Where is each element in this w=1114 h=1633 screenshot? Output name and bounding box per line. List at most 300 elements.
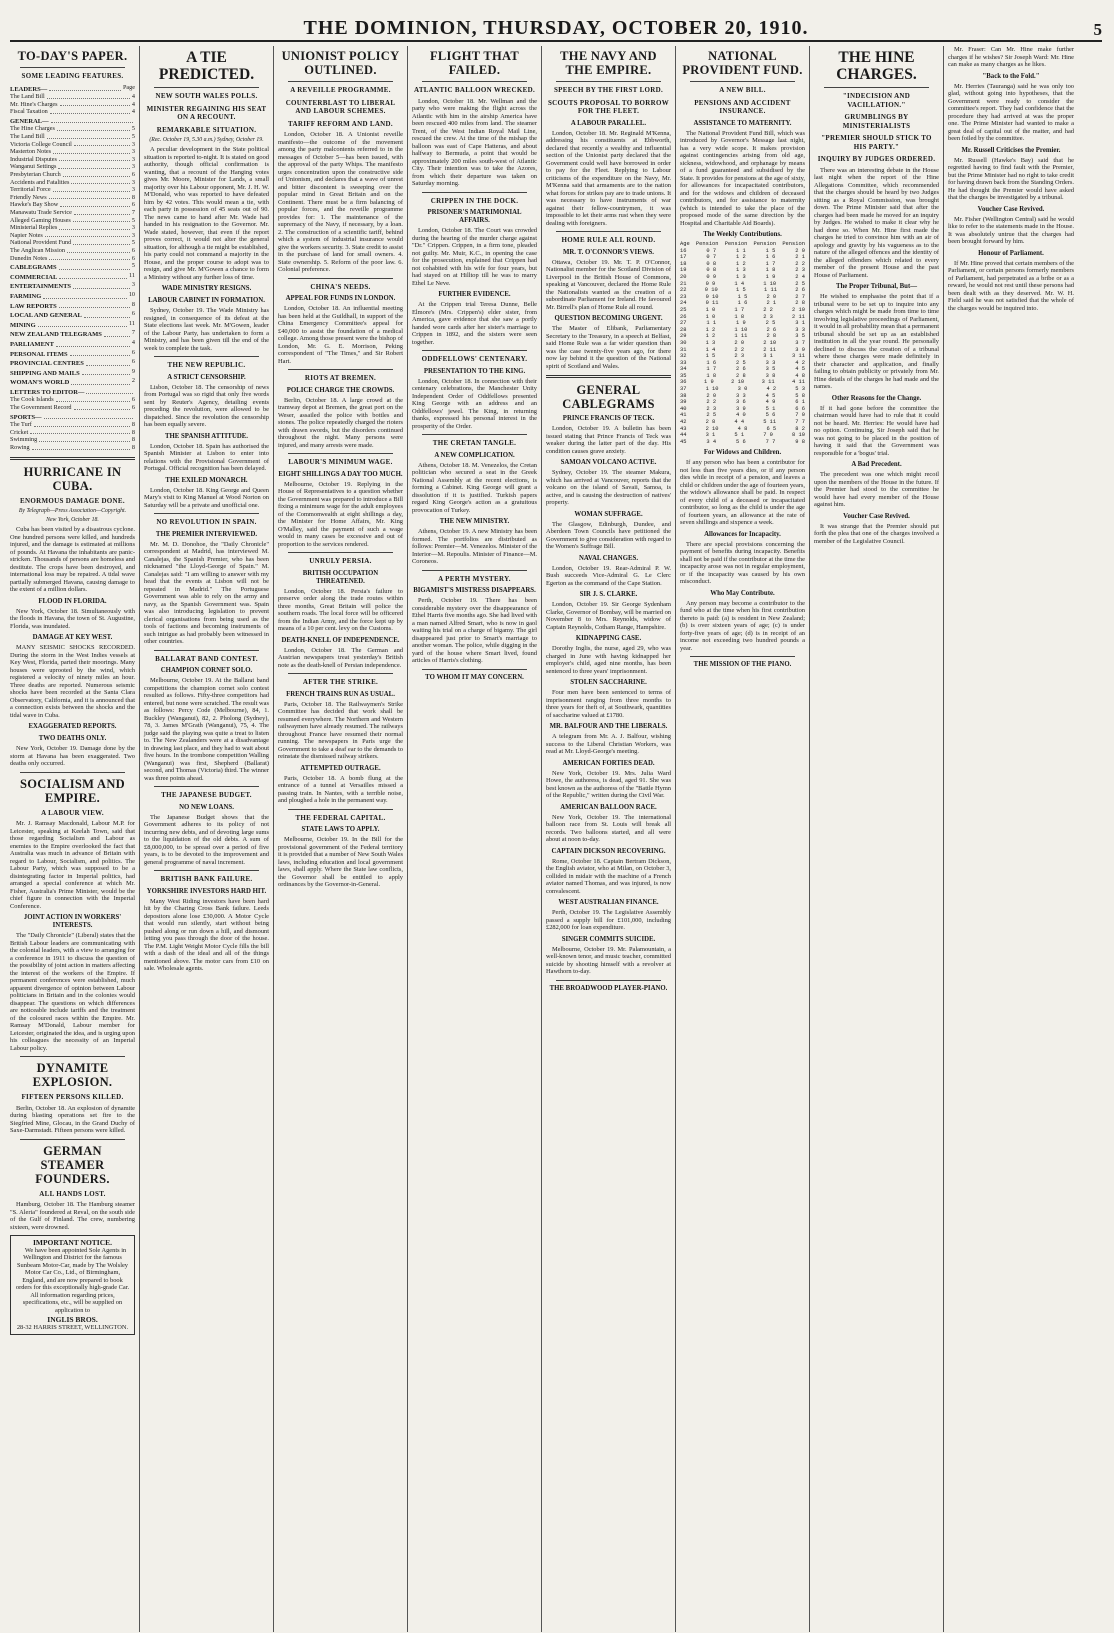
table-row <box>680 366 805 373</box>
article-subheading: WADE MINISTRY RESIGNS. <box>161 285 252 292</box>
index-entry <box>10 444 135 452</box>
table-cell: 1 8 <box>734 313 745 320</box>
index-entry-label: Alleged Gaming Houses <box>10 216 71 224</box>
article-body: Mr. Fraser: Can Mr. Hine make further charges if he wishes? Sir Joseph Ward: Mr. Hine can make as many charges as he likes. <box>948 46 1074 68</box>
table-cell: 1 0 <box>705 306 716 313</box>
article-body: Athens, October 18. M. Venezelos, the Cretan politician who secured a seat in the Greek National Assembly at the recent elections, is forming a Cabinet. King George will grant a dissolution if it is justified. Turkish papers regard King George's action as a gratuitous provocation of Turkey. <box>412 461 537 514</box>
article-subheading: SIR J. S. CLARKE. <box>579 591 638 598</box>
index-entry-page: 8 <box>131 300 135 308</box>
table-row <box>680 399 805 406</box>
article-body: Melbourne, October 19. Mr. Palamountain, a well-known tenor, and music teacher, committed suicide by shooting himself with a revolver at Hawthorn to-day. <box>546 945 671 975</box>
index-leader-dots <box>56 339 130 347</box>
table-cell: 5 3 <box>795 386 805 393</box>
divider <box>546 375 671 378</box>
article-subheading: A Bad Precedent. <box>851 461 902 468</box>
index-leader-dots <box>38 320 127 328</box>
index-entry-page: 8 <box>131 444 135 452</box>
table-cell: 1 10 <box>734 326 748 333</box>
article-headline: BALLARAT BAND CONTEST. <box>155 654 258 663</box>
index-entry-label: Rowing <box>10 444 30 452</box>
index-entry-label: SHIPPING AND MAILS <box>10 369 80 377</box>
divider <box>288 278 393 279</box>
table-row <box>680 281 805 288</box>
table-cell: 22 <box>680 287 687 294</box>
divider <box>690 81 795 82</box>
index-entry-label: LETTERS TO EDITOR— <box>10 388 85 396</box>
article-subheading: Who May Contribute. <box>710 589 775 597</box>
divider <box>20 1139 125 1140</box>
table-cell: 23 <box>680 293 687 300</box>
table-cell: 3 5 <box>765 366 776 373</box>
table-cell: 4 8 <box>795 372 805 379</box>
index-entry-page: 5 <box>131 133 135 141</box>
index-entry-page: 3 <box>131 155 135 163</box>
article-subheading: ALL HANDS LOST. <box>39 1189 106 1198</box>
article-body: New York, October 19. Mrs. Julia Ward Howe, the authoress, is dead, aged 91. She was best known as the authoress of the "Battle Hymn of the Republic," written during the Civil War. <box>546 769 671 799</box>
index-entry <box>10 239 135 247</box>
table-cell: 16 <box>680 247 687 254</box>
article-subheading: Other Reasons for the Change. <box>831 394 922 402</box>
article-subheading: A REVEILLE PROGRAMME. <box>290 86 391 94</box>
table-cell: 6 6 <box>795 405 805 412</box>
table-cell: 7 0 <box>763 432 773 439</box>
index-entry-page: 11 <box>129 271 135 279</box>
index-entry <box>10 194 135 202</box>
index-leader-dots <box>74 404 130 410</box>
index-entry-page: 6 <box>131 358 135 366</box>
table-row <box>680 248 805 255</box>
article-body: Sydney, October 19. The Wade Ministry has resigned, in consequence of its defeat at the State elections last week. Mr. M'Gowen, leader of the Labour Party, has undertaken to form a Ministry, and has been given till the end of the week to complete the task. <box>144 307 269 352</box>
article-subheading: PENSIONS AND ACCIDENT INSURANCE. <box>694 98 791 115</box>
article-body: Perth, October 19. There has been considerable mystery over the disappearance of Ethel Harris five months ago. She had lived with a man named Alfred Smart, who is now in gaol waiting his trial on a charge of bigamy. The girl disappeared just prior to Smart's marriage to another woman. The police, while digging in the yard of the house where Smart lived, found articles of Harris's clothing. <box>412 597 537 664</box>
divider <box>422 350 527 351</box>
index-entry-page: 4 <box>131 108 135 116</box>
table-cell: 8 2 <box>795 425 805 432</box>
table-cell: 1 2 <box>705 326 716 333</box>
index-entry-label: COMMERCIAL <box>10 273 58 281</box>
table-cell: 5 1 <box>765 405 776 412</box>
table-cell: Pension <box>724 241 748 247</box>
index-entry-label: Accidents and Fatalities <box>10 178 70 186</box>
table-cell: 1 2 <box>705 333 716 340</box>
table-row <box>680 439 805 446</box>
table-cell: 2 6 <box>795 287 805 294</box>
article-subheading: THE PREMIER INTERVIEWED. <box>155 530 258 538</box>
columns <box>6 46 1106 1632</box>
masthead-title: THE DOMINION, THURSDAY, OCTOBER 20, 1910. <box>303 17 809 39</box>
article-headline: ODDFELLOWS' CENTENARY. <box>421 355 528 363</box>
index-leader-dots <box>73 239 130 245</box>
table-cell: 2 10 <box>705 425 719 432</box>
index-entry <box>10 247 135 255</box>
divider <box>288 552 393 553</box>
article-subheading: STATE LAWS TO APPLY. <box>301 826 380 833</box>
table-cell: 2 2 <box>795 260 805 267</box>
table-cell: 7 7 <box>795 419 805 426</box>
table-cell: 1 10 <box>763 280 777 287</box>
index-entry-label: National Provident Fund <box>10 239 72 247</box>
article-headline: UNRULY PERSIA. <box>309 557 372 565</box>
table-cell: 39 <box>680 399 687 406</box>
table-cell: 3 1 <box>705 432 716 439</box>
article-body: London, October 18. Persia's failure to preserve order along the trade routes within three months, Great Britain will police the southern roads. The local force will be officered from the Indian Army, and the force kept up by means of a 10 per cent. levy on the Customs. <box>278 587 403 632</box>
article-subheading: REMARKABLE SITUATION. <box>156 125 257 134</box>
article-body: London, October 18. Spain has authorised the Spanish Minister at Lisbon to enter into relations with the Provisional Government of Portugal. Official recognition has been delayed. <box>144 442 269 472</box>
index-entry <box>10 163 135 171</box>
table-cell: 2 7 <box>795 293 805 300</box>
index-entry <box>10 255 135 263</box>
article-body: Melbourne, October 19. In the Bill for the provisional government of the Federal territory it is provided that a number of New South Wales laws, including education and local government laws, shall apply. Where the State law conflicts, the Governor shall be entitled to apply ordinances by the Governor-in-General. <box>278 836 403 888</box>
article-headline: SOCIALISM AND EMPIRE. <box>20 776 125 805</box>
index-entry <box>10 421 135 429</box>
table-cell: 8 10 <box>792 432 805 439</box>
table-cell: 1 2 <box>736 254 746 261</box>
table-cell: 0 8 <box>706 267 717 274</box>
table-cell: 44 <box>680 432 687 439</box>
table-cell: 2 6 <box>736 366 746 373</box>
table-cell: 2 10 <box>792 306 805 313</box>
table-row <box>680 432 805 439</box>
index-leader-dots <box>63 171 130 177</box>
table-cell: 3 11 <box>792 353 805 360</box>
article-subheading: THE NEW MINISTRY. <box>439 518 510 525</box>
index-entry-page: 7 <box>131 209 135 216</box>
table-cell: 24 <box>680 300 687 307</box>
table-cell: 2 3 <box>763 313 773 320</box>
table-cell: 1 9 <box>703 379 714 386</box>
index-entry-label: Territorial Force <box>10 186 51 194</box>
index-leader-dots <box>32 444 130 450</box>
table-row <box>680 353 805 360</box>
article-body: Four men have been sentenced to terms of imprisonment ranging from three months to three years for theft of, at Southwark, quantities of saccharine valued at £1780. <box>546 689 671 719</box>
article-subheading: WOMAN SUFFRAGE. <box>574 510 643 518</box>
table-cell: 3 11 <box>761 379 775 386</box>
article-body: The Glasgow, Edinburgh, Dundee, and Aberdeen Town Councils have petitioned the Government to give consideration with regard to the Women's Suffrage Bill. <box>546 520 671 550</box>
table-cell: 4 9 <box>765 399 776 406</box>
index-leader-dots <box>47 93 130 99</box>
index-leader-dots <box>67 247 130 253</box>
article-headline: HURRICANE IN CUBA. <box>23 464 122 493</box>
table-cell: 3 3 <box>765 359 776 366</box>
index-entry-page: 8 <box>131 436 135 444</box>
table-row <box>680 254 805 261</box>
table-cell: 1 9 <box>765 273 776 280</box>
divider <box>10 457 135 460</box>
table-row <box>680 294 805 301</box>
index-entry-label: PROVINCIAL CENTRES <box>10 360 84 368</box>
index-entry-label: Wanganui Settings <box>10 163 57 171</box>
index-entry <box>10 429 135 437</box>
article-subheading: INQUIRY BY JUDGES ORDERED. <box>817 155 936 163</box>
article-subheading: YORKSHIRE INVESTORS HARD HIT. <box>146 887 267 895</box>
article-body: New York, October 18. Simultaneously with the floods in Havana, the town of St. Augustine, Florida, was inundated. <box>10 607 135 630</box>
article-dateline: (Rec. October 19, 5.30 a.m.) Sydney, October 19. <box>149 137 264 143</box>
index-leader-dots <box>74 141 130 147</box>
table-cell: 1 3 <box>736 267 746 274</box>
table-cell: 32 <box>680 353 687 360</box>
index-leader-dots <box>30 429 130 435</box>
article-body: There was an interesting debate in the House last night when the report of the Hine Allegations Committee, which recommended that the charges should be heard by two Judges sitting as a Royal Commission, was brought down. The Prime Minister said that after the charges had been made he moved for an inquiry by Judges. He wished to make it clear why he had done so. When Mr. Hine first made the charges he tried to convince him with an air of apology and gravity by his vagueness as to the nature of the alleged offences and the identity of the alleged offenders which related to every member of the present House and the past House of Parliament. <box>814 166 939 279</box>
article-subheading: AMERICAN BALLOON RACE. <box>560 803 657 811</box>
index-leader-dots <box>51 116 133 124</box>
table-cell: 1 5 <box>705 353 716 360</box>
index-entry-page: 8 <box>131 193 135 201</box>
table-cell: 4 0 <box>736 412 746 419</box>
article-body: London, October 18. Mr. Wellman and the party who were making the flight across the Atlantic with him in the airship America have been rescued 400 miles from land. The steamer Trent, of the West Indian Royal Mail Line, rescued the crew. At the time of the mishap the balloon was east of Cape Hatteras, and about halfway to Bermuda, a point that would be approximately 200 miles south-west of Atlantic City. Their intention was to take the Azores, from which their departure was taken on Saturday morning. <box>412 97 537 187</box>
index-entry-label: LOCAL AND GENERAL <box>10 312 82 320</box>
divider <box>824 87 929 88</box>
index-entry <box>10 148 135 156</box>
index-entry-label: ENTERTAINMENTS <box>10 283 72 291</box>
article-subheading: FIFTEEN PERSONS KILLED. <box>21 1093 124 1102</box>
index-leader-dots <box>39 436 130 442</box>
table-cell: 2 0 <box>734 339 745 346</box>
table-cell: 28 <box>680 326 687 333</box>
contents-index <box>10 84 135 452</box>
table-cell: 0 10 <box>704 287 718 294</box>
table-row <box>680 327 805 334</box>
page-number: 5 <box>1093 20 1102 39</box>
table-cell: 1 7 <box>706 366 717 373</box>
index-entry-label: SPORTS— <box>10 413 42 421</box>
table-row <box>680 340 805 347</box>
table-cell: 2 2 <box>763 306 773 313</box>
index-entry <box>10 329 135 339</box>
index-leader-dots <box>60 101 130 107</box>
article-body: London, October 19. Sir George Sydenham Clarke, Governor of Bombay, will be married on November 8 to Mrs. Reynolds, widow of Captain Reynolds, Cotham Range, Hampshire. <box>546 601 671 631</box>
article-body: The Master of Elibank, Parliamentary Secretary to the Treasury, in a speech at Belfast, said Home Rule was a far wider question than was the case twenty-five years ago, for there now lay behind it the question of the National spirit of Scotland and Wales. <box>546 325 671 370</box>
table-cell: 0 10 <box>705 293 719 300</box>
column-6 <box>676 46 810 1632</box>
contributions-table <box>680 241 805 445</box>
table-row <box>680 419 805 426</box>
article-headline: DYNAMITE EXPLOSION. <box>32 1061 113 1090</box>
table-cell: 7 0 <box>795 412 805 419</box>
index-entry-page: 3 <box>131 231 135 239</box>
article-body: London, October 19. Rear-Admiral P. W. Bush succeeds Vice-Admiral G. Le Clerc Egerton as the command of the Cape Station. <box>546 564 671 587</box>
article-body: Mr. J. Ramsay Macdonald, Labour M.P. for Leicester, speaking at Keelah Town, said that those regarding Socialism and Labour as enemies to the Empire overlooked the fact that Australia was much in advance of Britain with regard to Labour, Socialism, and politics. The Labour Party, which was supposed to be a disintegrating factor in Imperial politics, had arranged a special conference at which Mr. Fisher, Australia's Prime Minister, would be the chief figure in connection with the Imperial Conference. <box>10 820 135 910</box>
table-cell: 4 2 <box>766 386 777 393</box>
table-cell: 2 8 <box>795 300 805 307</box>
index-entry-label: Cricket <box>10 428 29 436</box>
article-headline: GENERAL CABLEGRAMS <box>562 383 655 411</box>
article-subheading: CAPTAIN DICKSON RECOVERING. <box>551 847 666 855</box>
index-entry <box>10 377 135 387</box>
index-entry <box>10 201 135 209</box>
ad-address: 28-32 HARRIS STREET, WELLINGTON. <box>16 1323 129 1331</box>
index-leader-dots <box>58 163 129 169</box>
index-entry-page: 4 <box>131 100 135 108</box>
article-headline: RIOTS AT BREMEN. <box>304 374 377 382</box>
article-subheading: DEATH-KNELL OF INDEPENDENCE. <box>281 636 400 644</box>
article-body: It was strange that the Premier should put forth the plea that one of the charges involved a member of the Legislative Council. <box>814 522 939 545</box>
table-cell: 2 11 <box>792 313 805 320</box>
article-subheading: NO NEW LOANS. <box>179 803 234 811</box>
index-entry <box>10 320 135 330</box>
index-entry <box>10 349 135 359</box>
article-body: Dorothy Inglis, the nurse, aged 29, who was charged in June with having kidnapped her employer's child, aged nine months, has been sentenced to three years' imprisonment. <box>546 645 671 675</box>
table-cell: 1 4 <box>705 346 716 353</box>
index-entry-page: 3 <box>131 148 135 156</box>
index-leader-dots <box>43 291 127 299</box>
index-entry-label: Ministerial Replies <box>10 224 58 232</box>
table-cell: 2 0 <box>795 247 805 254</box>
article-subheading: GRUMBLINGS BY MINISTERIALISTS <box>842 113 911 130</box>
article-headline: BRITISH BANK FAILURE. <box>160 875 253 883</box>
table-cell: 7 7 <box>765 438 776 445</box>
index-leader-dots <box>59 156 130 162</box>
article-subheading: APPEAL FOR FUNDS IN LONDON. <box>285 295 396 302</box>
index-entry <box>10 125 135 133</box>
index-entry-page: 5 <box>131 216 135 224</box>
index-entry <box>10 436 135 444</box>
article-headline: UNIONIST POLICY OUTLINED. <box>281 49 400 77</box>
index-entry <box>10 396 135 404</box>
table-cell: 1 8 <box>765 267 776 274</box>
advertisement-heading: THE MISSION OF THE PIANO. <box>693 661 792 669</box>
article-headline: THE JAPANESE BUDGET. <box>161 791 252 799</box>
table-cell: 4 4 <box>734 419 745 426</box>
index-entry <box>10 272 135 282</box>
index-entry-page: 6 <box>131 348 135 356</box>
index-entry <box>10 186 135 194</box>
index-entry-label: WOMAN'S WORLD <box>10 379 70 387</box>
table-row <box>680 300 805 307</box>
index-entry-label: PERSONAL ITEMS <box>10 350 68 358</box>
table-cell: 1 7 <box>765 260 776 267</box>
index-entry <box>10 404 135 412</box>
article-headline: NO REVOLUTION IN SPAIN. <box>156 518 257 526</box>
table-cell: 2 3 <box>795 267 805 274</box>
article-body: Mr. Russell (Hawke's Bay) said that he regretted having to find fault with the Premier, but the Prime Minister had no right to take credit for having drawn back from the Standing Orders. He had thought the Premier would have asked that the charges be investigated by a tribunal. <box>948 156 1075 201</box>
article-body: Berlin, October 18. An explosion of dynamite during blasting operations set fire to the Siegfried Mine, Glocau, in the Grand Duchy of Saxe-Darmstadt. Fifteen persons were killed. <box>10 1104 135 1135</box>
divider <box>422 192 527 193</box>
article-body: The National Provident Fund Bill, which was introduced by Governor's Message last night, has a very wide scope. It makes provision against contingencies arising from old age, sickness, widowhood, and orphanage by means of a fund guaranteed and subsidised by the State. It provides for pensions at the age of sixty, for allowances for incapacitated contributors, and for the widows and children of deceased contributors, and for assistance to maternity (which is intended to take the place of the proposed mode of the same direction by the Hospital and Charitable Aid Boards). <box>680 129 805 227</box>
index-entry-label: Mr. Hine's Charges <box>10 100 58 108</box>
article-body: Rome, October 18. Captain Bertram Dickson, the English aviator, who at Milan, on October 3, collided in midair with the machine of a French aviator named Thomas, and was injured, is now convalescent. <box>546 857 671 895</box>
article-subheading: Voucher Case Revived. <box>843 512 910 520</box>
table-cell: 33 <box>680 359 687 366</box>
table-cell: 2 4 <box>795 273 805 280</box>
article-body: The "Daily Chronicle" (Liberal) states that the British Labour leaders are communicating with the colonial leaders, with a view to arranging for a conference in 1911 to discuss the question of the possibility of joint action in matters affecting the interest of the workers of the Empire. If permanent conferences were established, much apparent divergence of opinion between Labour politicians in Britain and in the colonies would disappear. The questions on which differences are noticeable include tariffs and the treatment of the coloured races within the Empire. Mr. Ramsay M'Donald, Labour member for Leicester, originated the idea, and is urging upon his colleagues the necessity of an Imperial Labour policy. <box>10 932 135 1052</box>
table-row <box>680 274 805 281</box>
index-leader-dots <box>56 396 130 402</box>
article-body: A peculiar development in the State political situation is reported to-night. It is stated on good authority, though official confirmation is wanting, that a recount of the Hanging votes gives Mr. Moore, Minister for Lands, a small majority over his Labour opponent, Mr. J. H. W. M'Donald, who was reported to have defeated him by 42 votes. This would mean a tie, with each party in possession of 45 seats out of 90. The news came to hand after Mr. Wade had handed in his resignation to the Governor. Mr. Wade stated, however, that even if the report proves correct, it would not alter the general situation, for although a tie might be established, his party could not command a majority in the House, and the proper course to adopt was to resign, and give Mr. M'Gowen a chance to form a Ministry without any further loss of time. <box>144 146 269 281</box>
index-entry <box>10 232 135 240</box>
table-cell: 3 6 <box>736 399 746 406</box>
index-entry-page: 8 <box>131 421 135 429</box>
article-subheading: ENORMOUS DAMAGE DONE. <box>20 496 125 505</box>
index-entry <box>10 133 135 141</box>
table-cell: 2 3 <box>706 405 717 412</box>
table-row <box>680 307 805 314</box>
article-headline: GERMAN STEAMER FOUNDERS. <box>35 1143 110 1186</box>
article-subheading: A NEW COMPLICATION. <box>434 451 515 459</box>
column-5 <box>542 46 676 1632</box>
article-subheading: CHAMPION CORNET SOLO. <box>160 667 253 674</box>
column-3 <box>274 46 408 1632</box>
index-entry-label: Napier Notes <box>10 231 43 239</box>
article-body: At the Crippen trial Teresa Dunne, Belle Elmore's (Mrs. Crippen's) elder sister, from America, gave evidence that she saw a portly handed wore cards after her sister's marriage to Crippen in 1892, and the sisters were seen together. <box>412 301 537 346</box>
article-headline: A PERTH MYSTERY. <box>438 574 511 583</box>
table-cell: 5 6 <box>736 438 746 445</box>
divider <box>690 656 795 657</box>
table-cell: 30 <box>680 339 687 346</box>
article-subheading: COUNTERBLAST TO LIBERAL AND LABOUR SCHEMES. <box>285 98 396 115</box>
article-subheading: ATTEMPTED OUTRAGE. <box>300 764 381 772</box>
divider <box>288 673 393 674</box>
index-entry-label: Presbyterian Church <box>10 171 61 179</box>
article-headline: NATIONAL PROVIDENT FUND. <box>682 49 803 77</box>
index-leader-dots <box>53 148 130 154</box>
article-subheading: NAVAL CHANGES. <box>578 554 639 562</box>
table-cell: 2 8 <box>766 333 777 340</box>
article-body: Many West Riding investors have been hard hit by the Charing Cross Bank failure. Leeds depositors alone lose £30,000. A Motor Cycle that would run silently, start without being pushed along or run down a hill, and dismount letting you pass through the door of the house. The P.M. Light Weight Motor Cycle fills the bill with a dash of the ideal and all of the things mentioned above. The motor cars from £10 on sale. Wholesale agents. <box>144 897 269 972</box>
article-subheading: "PREMIER SHOULD STICK TO HIS PARTY." <box>821 134 932 151</box>
table-row <box>680 373 805 380</box>
index-entry-page: 6 <box>131 310 135 318</box>
table-row <box>680 406 805 413</box>
index-entry <box>10 141 135 149</box>
divider <box>422 570 527 571</box>
table-cell: 0 8 <box>706 260 717 267</box>
article-subheading: MR. BALFOUR AND THE LIBERALS. <box>549 723 668 730</box>
table-row <box>680 393 805 400</box>
divider <box>288 809 393 810</box>
table-cell: 1 4 <box>734 280 745 287</box>
divider <box>288 453 393 454</box>
index-entry <box>10 93 135 101</box>
article-body: Cuba has been visited by a disastrous cyclone. One hundred persons were killed, and hundreds injured, and the damage is estimated at millions of pounds. At Havana the inhabitants are panic-stricken. Thousands of persons are homeless and destitute. The crops have been destroyed, and international loss may be repaired. A tidal wave partially submerged Havana, causing damage to the extent of a million dollars. <box>10 526 135 594</box>
index-entry-page: 3 <box>131 163 135 171</box>
article-body: Athens, October 19. A new Ministry has been formed. The portfolios are distributed as follows: Premier—M. Venezelos. Minister of the Interior—M. Repoulis. Minister of Finance—M. Coroneos. <box>412 528 538 565</box>
index-entry <box>10 156 135 164</box>
table-cell: 34 <box>680 366 687 373</box>
divider <box>288 81 393 82</box>
table-cell: 27 <box>680 320 687 327</box>
table-cell: 3 9 <box>795 346 805 353</box>
table-cell: 2 0 <box>766 293 777 300</box>
article-subheading: BIGAMIST'S MISTRESS DISAPPEARS. <box>413 587 536 594</box>
index-entry <box>10 224 135 232</box>
article-subheading: STOLEN SACCHARINE. <box>570 679 647 686</box>
article-body: The Japanese Budget shows that the Government adheres to its policy of not incurring new debts, and of devoting large sums to the liquidation of the old debts. A sum of £8,000,000, to be spread over a period of five years, is to be devoted to the improvement and general programme of naval increment. <box>144 813 269 866</box>
table-cell: Pension <box>753 241 777 247</box>
table-cell: 6 5 <box>766 425 777 432</box>
index-entry-page: 8 <box>131 428 135 436</box>
table-row <box>680 379 805 386</box>
table-cell: 1 6 <box>765 254 776 261</box>
article-body: London, October 18. The Court was crowded during the hearing of the murder charge against "Dr." Crippen. Crippen, in a firm tone, pleaded not guilty. Mr. Muir, K.C., in opening the case for the prosecution, explained that Crippen had not cohabited with his wife for four years, but had stayed on at Hilltop till he was to marry Ethel Le Neve. <box>412 227 537 287</box>
article-subheading: POLICE CHARGE THE CROWDS. <box>286 386 395 394</box>
article-subheading: KIDNAPPING CASE. <box>575 635 642 642</box>
index-entry <box>10 291 135 301</box>
table-cell: 45 <box>680 438 687 445</box>
table-cell: 1 11 <box>734 333 748 340</box>
index-entry-page: 4 <box>131 93 135 101</box>
table-cell: 1 3 <box>736 273 746 280</box>
table-cell: 2 11 <box>763 346 777 353</box>
article-body: Mr. Fisher (Wellington Central) said he would like to refer to the statements made in the House. It was absolutely untrue that the charges had been brought forward by him. <box>948 215 1074 245</box>
table-cell: 1 6 <box>706 359 717 366</box>
index-entry-label: Dunedin Notes <box>10 254 48 262</box>
article-subheading: FLOOD IN FLORIDA. <box>38 597 107 605</box>
index-leader-dots <box>59 272 127 280</box>
index-leader-dots <box>82 368 130 376</box>
advertisement-heading: TO WHOM IT MAY CONCERN. <box>425 673 524 681</box>
table-cell: 18 <box>680 260 687 267</box>
index-leader-dots <box>44 412 133 420</box>
